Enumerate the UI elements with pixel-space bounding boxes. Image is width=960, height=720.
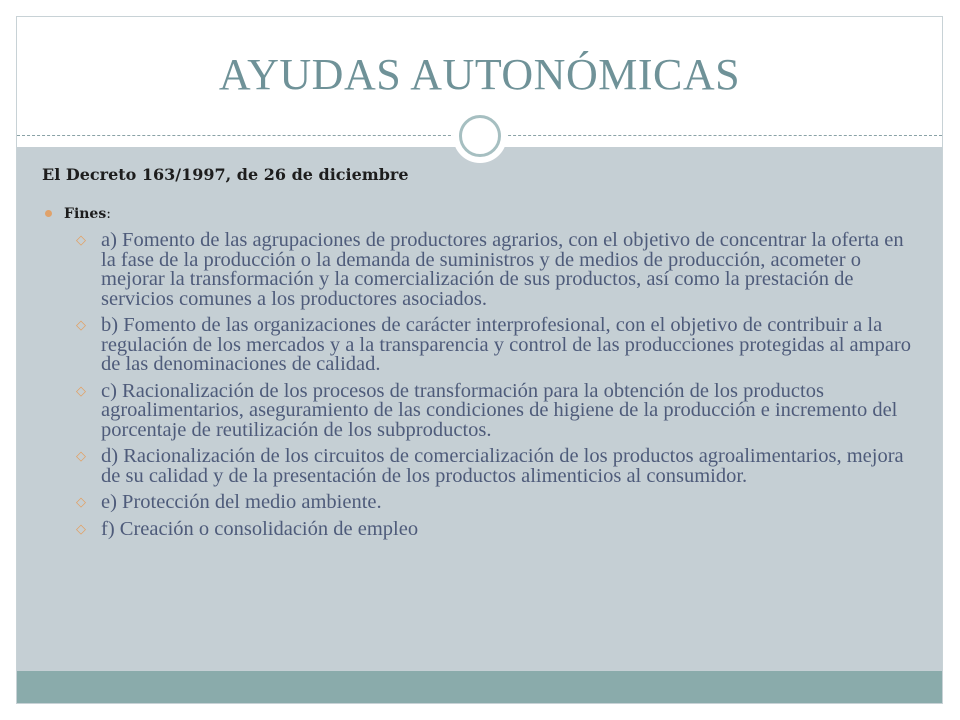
diamond-bullet-icon: ◇	[76, 449, 86, 464]
list-item	[76, 517, 922, 540]
list-item-text: c) Racionalización de los procesos de transformación para la obtención de los productos agroalimentarios, aseguramiento de las condiciones de higiene de la producción e incremento del porcentaje de reutilización de los subproductos.	[101, 379, 898, 441]
list-item-text: f) Creación o consolidación de empleo	[101, 517, 419, 540]
list-item	[76, 493, 922, 513]
list-item-text: b) Fomento de las organizaciones de carácter interprofesional, con el objetivo de contribuir a la regulación de los mercados y a la transparencia y control de las producciones protegidas al amparo de las denominaciones de calidad.	[101, 314, 912, 375]
ring-ornament-icon	[453, 109, 507, 163]
list-item-text: a) Fomento de las agrupaciones de productores agrarios, con el objetivo de concentrar la oferta en la fase de la producción o la demanda de suministros y de medios de producción, acometer o mejorar la transformación y la comercialización de sus productos, así como la prestación de servicios comunes a los productores asociados.	[101, 229, 904, 310]
decree-heading: El Decreto 163/1997, de 26 de diciembre	[42, 165, 409, 184]
diamond-bullet-icon: ◇	[76, 233, 86, 248]
list-item-text: d) Racionalización de los circuitos de comercialización de los productos agroalimentarios, mejora de su calidad y de la presentación de los productos alimenticios al consumidor.	[101, 445, 904, 487]
fines-line	[42, 206, 922, 222]
slide-body	[42, 165, 922, 546]
slide-title: AYUDAS AUTONÓMICAS	[218, 50, 741, 99]
fines-list	[42, 231, 922, 539]
footer-bar	[17, 671, 942, 704]
diamond-bullet-icon: ◇	[76, 318, 86, 333]
fines-colon: :	[106, 206, 111, 222]
fines-label: Fines	[64, 206, 107, 222]
list-item	[76, 379, 922, 441]
list-item	[76, 316, 922, 375]
diamond-bullet-icon: ◇	[76, 495, 86, 510]
list-item	[76, 231, 922, 309]
slide	[16, 16, 943, 704]
diamond-bullet-icon: ◇	[76, 521, 86, 537]
diamond-bullet-icon: ◇	[76, 383, 86, 399]
list-item	[76, 447, 922, 486]
list-item-text: e) Protección del medio ambiente.	[101, 491, 382, 513]
ring-inner	[459, 115, 501, 157]
circle-bullet-icon	[45, 210, 52, 217]
